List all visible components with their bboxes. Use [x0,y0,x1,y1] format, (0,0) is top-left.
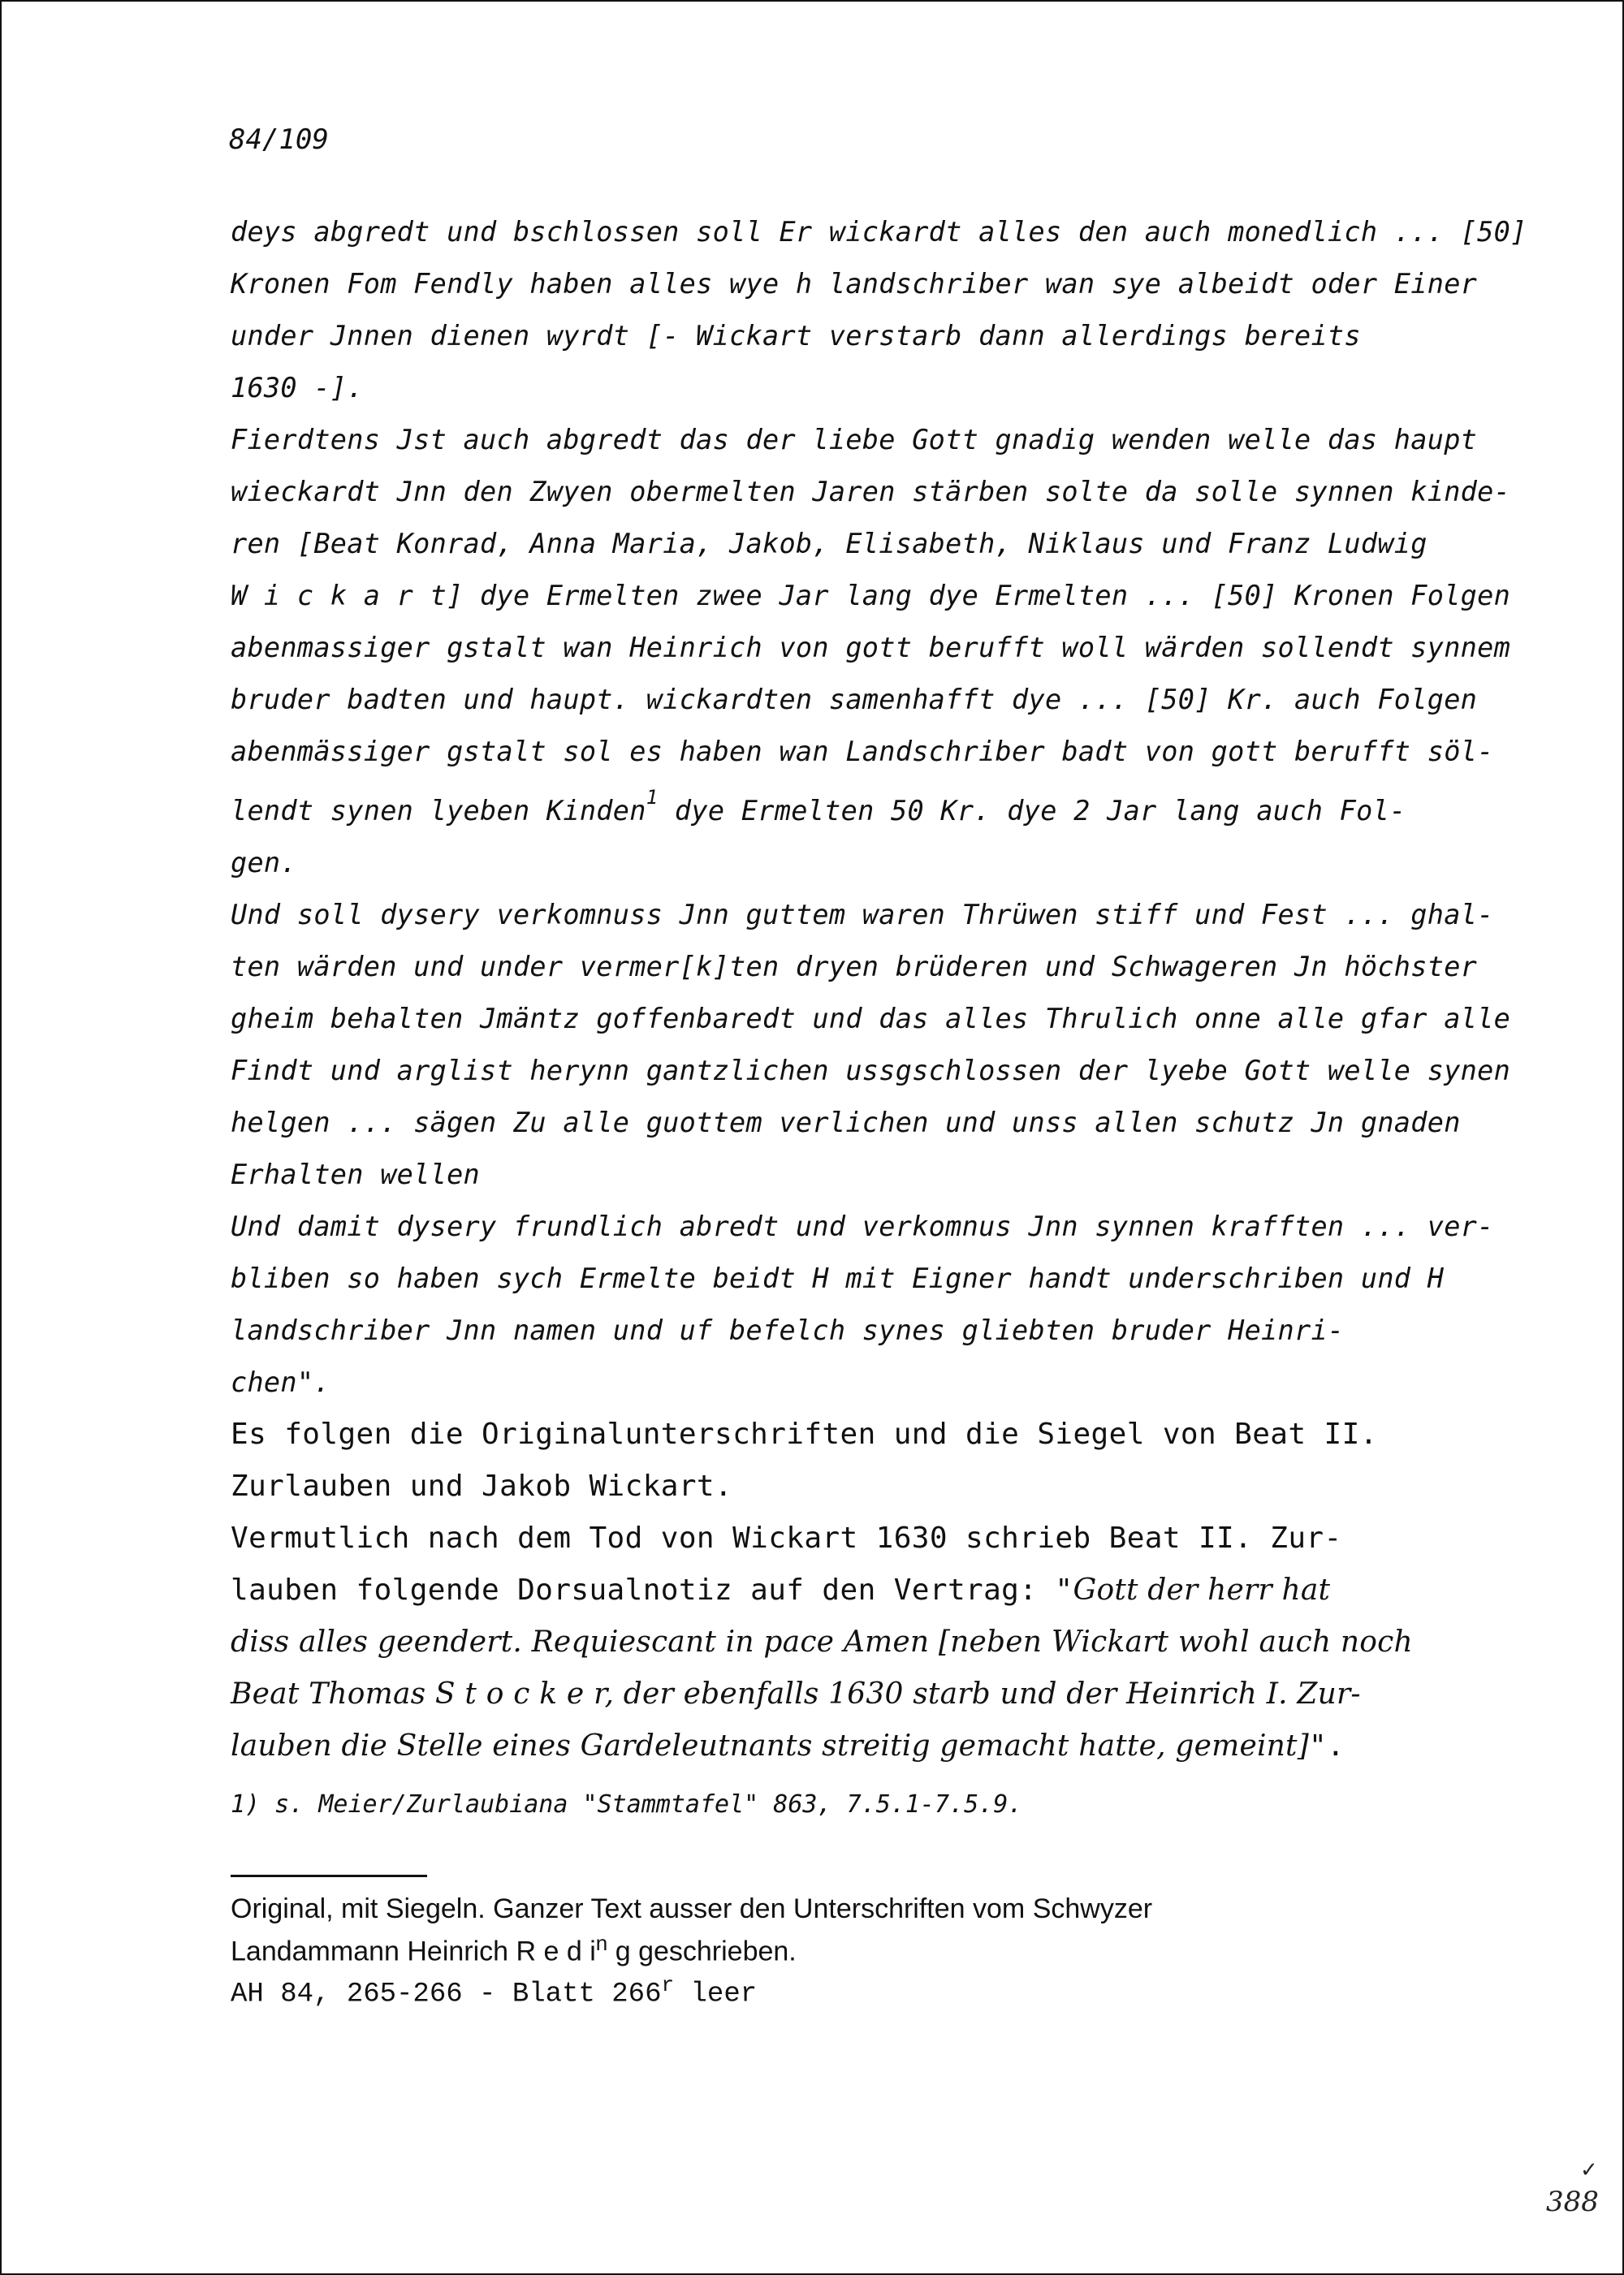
text-line: Fierdtens Jst auch abgredt das der liebe Gott gnadig wenden welle das haupt [231,424,1478,455]
text-fragment: lendt synen lyeben Kinden [231,795,646,827]
dorsual-note-fragment: Gott der herr hat [1073,1574,1331,1608]
source-note [231,1892,1570,2012]
text-line: landschriber Jnn namen und uf befelch synes gliebten bruder Heinri- [231,1314,1345,1347]
footnote-divider [231,1875,427,1877]
commentary-line: Zurlauben und Jakob Wickart. [231,1470,733,1504]
handwritten-page-mark: 388 [1546,2186,1599,2218]
text-fragment: lauben die Stelle eines Gardeleutnants streitig gemacht hatte, gemeint] [231,1729,1309,1763]
commentary-line: Vermutlich nach dem Tod von Wickart 1630 schrieb Beat II. Zur- [231,1522,1342,1556]
text-line: 1630 -]. [231,372,364,404]
text-fragment: AH 84, 265-266 - Blatt 266 [231,1979,662,2010]
text-line: Und soll dysery verkomnuss Jnn guttem waren Thrüwen stiff und Fest ... ghal- [231,899,1494,931]
text-line: ren [Beat Konrad, Anna Maria, Jakob, Elisabeth, Niklaus und Franz Ludwig [231,528,1427,559]
superscript: n [595,1931,608,1955]
text-line: Erhalten wellen [231,1159,481,1191]
text-line: bruder badten und haupt. wickardten samenhafft dye ... [50] Kr. auch Folgen [231,684,1478,715]
text-line: Und damit dysery frundlich abredt und verkomnus Jnn synnen krafften ... ver- [231,1211,1494,1243]
source-line: Original, mit Siegeln. Ganzer Text ausser den Unterschriften vom Schwyzer [231,1893,1153,1924]
text-line: ten wärden und under vermer[k]ten dryen brüderen und Schwageren Jn höchster [231,951,1478,983]
text-line: gheim behalten Jmäntz goffenbaredt und das alles Thrulich onne alle gfar alle [231,1003,1511,1035]
text-fragment: leer [674,1979,758,2010]
dorsual-note-line [231,1720,1538,1772]
dorsual-note-line: Beat Thomas S t o c k e r, der ebenfalls 1630 starb und der Heinrich I. Zur- [231,1677,1361,1712]
superscript: r [661,1973,675,1998]
text-line: gen. [231,847,297,879]
text-line: deys abgredt und bschlossen soll Er wickardt alles den auch monedlich ... [50] [231,216,1527,248]
page-number: 84/109 [229,123,329,156]
text-line: helgen ... sägen Zu alle guottem verlichen und unss allen schutz Jn gnaden [231,1107,1461,1139]
check-mark: ✓ [1580,2158,1598,2182]
text-fragment: ". [1308,1729,1345,1763]
text-line: under Jnnen dienen wyrdt [- Wickart verstarb dann allerdings bereits [231,320,1361,352]
main-text [231,206,1538,1828]
text-line: bliben so haben sych Ermelte beidt H mit Eigner handt underschriben und H [231,1263,1445,1295]
text-fragment: g geschrieben. [607,1936,797,1967]
source-line [231,1926,1570,1968]
text-line: abenmässiger gstalt sol es haben wan Landschriber badt von gott berufft söl- [231,736,1494,767]
text-line: Findt und arglist herynn gantzlichen ussgschlossen der lyebe Gott welle synen [231,1055,1511,1087]
text-fragment: lauben folgende Dorsualnotiz auf den Vertrag: " [231,1574,1073,1608]
footnote: 1) s. Meier/Zurlaubiana "Stammtafel" 863, 7.5.1-7.5.9. [231,1790,1023,1820]
text-line: wieckardt Jnn den Zwyen obermelten Jaren stärben solte da solle synnen kinde- [231,476,1511,507]
text-fragment: Landammann Heinrich R e d i [231,1936,596,1967]
source-line [231,1968,1570,2011]
text-line-with-footnote [231,778,1538,837]
commentary-line: Es folgen die Originalunterschriften und die Siegel von Beat II. [231,1418,1378,1452]
commentary-line [231,1565,1538,1617]
text-line: abenmassiger gstalt wan Heinrich von gott berufft woll wärden sollendt synnem [231,632,1511,663]
footnote-reference: 1 [646,786,659,809]
text-line: chen". [231,1366,330,1399]
text-line: W i c k a r t] dye Ermelten zwee Jar lang dye Ermelten ... [50] Kronen Folgen [231,580,1511,611]
text-fragment: dye Ermelten 50 Kr. dye 2 Jar lang auch Fol- [658,795,1406,827]
dorsual-note-line: diss alles geendert. Requiescant in pace Amen [neben Wickart wohl auch noch [231,1625,1413,1660]
text-line: Kronen Fom Fendly haben alles wye h landschriber wan sye albeidt oder Einer [231,268,1478,300]
